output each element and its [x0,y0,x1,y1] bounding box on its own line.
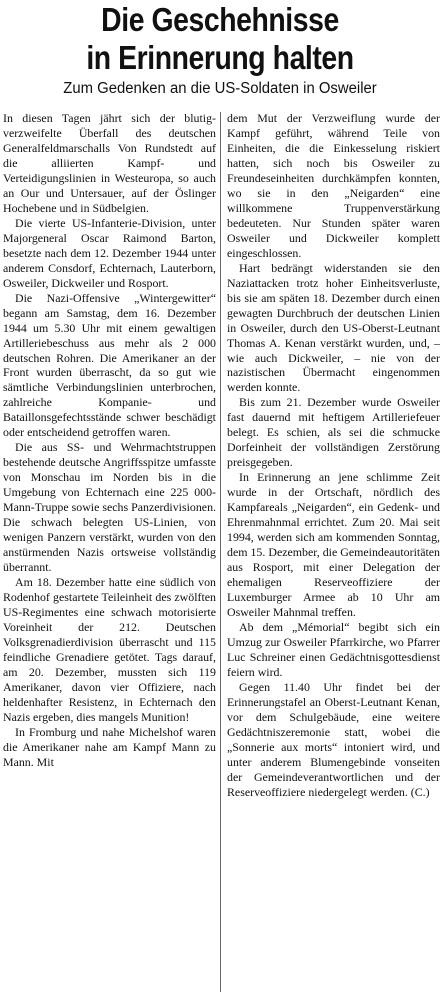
paragraph: Bis zum 21. Dezember wurde Osweiler fast dauernd mit heftigem Artilleriefeuer belegt. Es schien, als sei die schmucke Dorfeinheit der vollständigen Zerstörung preisgegeben. [227,395,440,470]
headline-line-2: in Erinnerung halten [86,39,354,76]
paragraph: Gegen 11.40 Uhr findet bei der Erinnerungstafel an Oberst-Leutnant Kenan, vor dem Schulgebäude, eine weitere Gedächtniszeremonie statt, wobei die „Sonnerie aux morts“ intoniert wird, und unter anderem Blumengebinde vonseiten der Gemeindeverantwortlichen und der Reserveoffiziere niedergelegt werden. (C.) [227,679,440,799]
headline [31,1,409,77]
paragraph: dem Mut der Verzweiflung wurde der Kampf geführt, während Teile von Einheiten, die die Einkesselung riskiert hatten, sich noch bis Osweiler zu Freundeseinheiten durchkämpfen konnten, wo sie in den „Neigarden“ eine willkommene Truppenverstärkung bedeuteten. Nur Stunden später waren Osweiler und Dickweiler komplett eingeschlossen. [227,111,440,260]
subheadline: Zum Gedenken an die US-Soldaten in Osweiler [63,80,377,97]
paragraph: Am 18. Dezember hatte eine südlich von Rodenhof gestartete Teileinheit des zwölften US-Regimentes eine schwach motorisierte Voreinheit der 212. Deutschen Volksgrenadierdivision überrascht und 115 feindliche Grenadiere getötet. Tags darauf, am 20. Dezember, mussten sich 119 Amerikaner, davon vier Offiziere, nach heldenhafter Resistenz, in Echternach den Nazis ergeben, dies mangels Munition! [3,575,216,724]
left-column [3,111,216,770]
paragraph: In Fromburg und nahe Michelshof waren die Amerikaner nahe am Kampf Mann zu Mann. Mit [3,724,216,769]
paragraph: Die vierte US-Infanterie-Division, unter Majorgeneral Oscar Raimond Barton, besetzte nach dem 12. Dezember 1944 unter anderem Consdorf, Echternach, Lauterborn, Osweiler, Dickweiler und Rosport. [3,215,216,290]
paragraph: Die Nazi-Offensive „Wintergewitter“ begann am Samstag, dem 16. Dezember 1944 um 5.30 Uhr mit einem gewaltigen Artilleriebeschuss aus mehr als 2 000 deutschen Rohren. Die Amerikaner an der Front wurden überrascht, da so gut wie sämtliche Verbindungslinien unterbrochen, zahlreiche Kompanie- und Bataillonsgefechtsstände schwer beschädigt oder entscheidend getroffen waren. [3,290,216,440]
headline-line-1: Die Geschehnisse [101,1,339,38]
paragraph: Hart bedrängt widerstanden sie den Naziattacken trotz hoher Einheitsverluste, bis sie am späten 18. Dezember durch einen gewagten Durchbruch der deutschen Linien in Osweiler, durch den US-Oberst-Leutnant Thomas A. Kenan verstärkt wurden, und, – wie auch Dickweiler, – nie von der nazistischen Übermacht eingenommen werden konnte. [227,260,440,395]
paragraph: Die aus SS- und Wehrmachtstruppen bestehende deutsche Angriffsspitze umfasste von Monschau im Norden bis in die Umgebung von Echternach eine 225 000-Mann-Truppe sowie sechs Panzerdivisionen. Die schwach belegten US-Linien, von wenigen Panzern verstärkt, wurden von den anstürmenden Nazis ortsweise vollständig überrannt. [3,440,216,575]
column-divider [220,112,221,992]
paragraph: In diesen Tagen jährt sich der blutig-verzweifelte Überfall des deutschen Generalfeldmarschalls Von Rundstedt auf die alliierten Kampf- und Verteidigungslinien in Westeuropa, so auch an Our und Untersauer, auf der Öslinger Hochebene und in Südbelgien. [3,111,216,215]
paragraph: In Erinnerung an jene schlimme Zeit wurde in der Ortschaft, nördlich des Kampfareals „Neigarden“, ein Gedenk- und Ehrenmahnmal errichtet. Zum 20. Mai seit 1994, werden sich am kommenden Sonntag, dem 15. Dezember, die Gemeindeautoritäten aus Rosport, mit einer Delegation der ehemaligen Reserveoffiziere der Luxemburger Armee ab 10 Uhr am Osweiler Mahnmal treffen. [227,470,440,619]
paragraph: Ab dem „Mémorial“ begibt sich ein Umzug zur Osweiler Pfarrkirche, wo Pfarrer Luc Schreiner einen Gedächtnisgottesdienst feiern wird. [227,619,440,679]
right-column [227,111,440,800]
